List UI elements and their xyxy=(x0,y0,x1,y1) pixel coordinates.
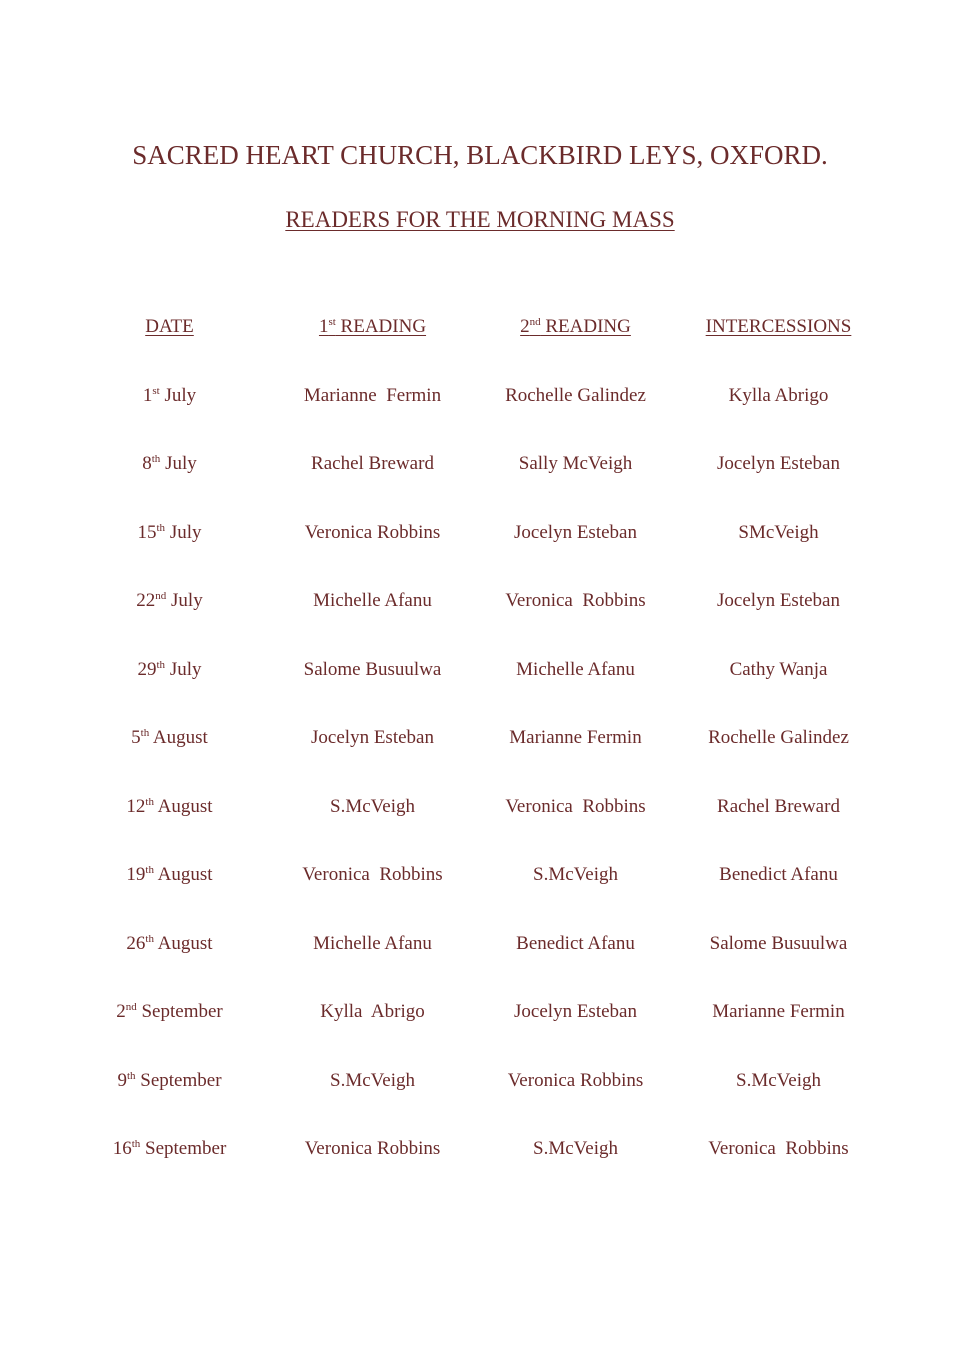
second-reading-cell: Sally McVeigh xyxy=(518,453,633,474)
first-reading-cell: Michelle Afanu xyxy=(313,932,432,954)
first-reading-cell: Veronica Robbins xyxy=(302,864,443,885)
date-cell: 29th July xyxy=(137,658,202,680)
second-reading-cell: Michelle Afanu xyxy=(516,658,635,680)
date-cell: 19th August xyxy=(126,864,213,885)
second-reading-cell: Veronica Robbins xyxy=(505,795,646,817)
first-reading-cell: S.McVeigh xyxy=(330,1069,415,1091)
intercessions-cell: Kylla Abrigo xyxy=(728,384,829,406)
second-reading-cell: Jocelyn Esteban xyxy=(514,1001,637,1022)
intercessions-cell: SMcVeigh xyxy=(738,521,819,543)
table-row xyxy=(68,796,888,865)
first-reading-cell: Veronica Robbins xyxy=(304,521,441,543)
intercessions-cell: S.McVeigh xyxy=(736,1069,821,1091)
date-cell: 2nd September xyxy=(116,1001,223,1022)
date-cell: 9th September xyxy=(117,1069,222,1091)
first-reading-cell: S.McVeigh xyxy=(330,795,415,817)
date-cell: 12th August xyxy=(126,795,213,817)
table-row xyxy=(68,727,888,796)
intercessions-cell: Benedict Afanu xyxy=(719,864,838,885)
intercessions-cell: Jocelyn Esteban xyxy=(717,590,840,611)
readers-table xyxy=(68,316,888,1207)
first-reading-cell: Marianne Fermin xyxy=(303,384,442,406)
date-cell: 5th August xyxy=(131,727,208,748)
table-row xyxy=(68,864,888,933)
table-row xyxy=(68,933,888,1002)
second-reading-cell: Rochelle Galindez xyxy=(505,384,646,406)
header-intercessions: INTERCESSIONS xyxy=(705,316,852,337)
header-date: DATE xyxy=(145,316,194,337)
intercessions-cell: Salome Busuulwa xyxy=(709,932,848,954)
first-reading-cell: Veronica Robbins xyxy=(304,1138,441,1159)
intercessions-cell: Marianne Fermin xyxy=(712,1001,845,1022)
table-row xyxy=(68,1001,888,1070)
intercessions-cell: Rochelle Galindez xyxy=(708,727,849,748)
first-reading-cell: Rachel Breward xyxy=(311,453,434,474)
first-reading-cell: Jocelyn Esteban xyxy=(311,727,434,748)
table-row xyxy=(68,659,888,728)
first-reading-cell: Michelle Afanu xyxy=(313,590,432,611)
header-first-reading: 1st READING xyxy=(318,316,427,337)
second-reading-cell: S.McVeigh xyxy=(533,1138,618,1159)
intercessions-cell: Rachel Breward xyxy=(717,795,840,817)
intercessions-cell: Jocelyn Esteban xyxy=(717,453,840,474)
first-reading-cell: Kylla Abrigo xyxy=(320,1001,425,1022)
second-reading-cell: Marianne Fermin xyxy=(509,727,642,748)
date-cell: 1st July xyxy=(142,384,197,406)
date-cell: 26th August xyxy=(126,932,213,954)
table-row xyxy=(68,1070,888,1139)
first-reading-cell: Salome Busuulwa xyxy=(303,658,442,680)
second-reading-cell: Benedict Afanu xyxy=(516,932,635,954)
table-row xyxy=(68,385,888,454)
table-row xyxy=(68,522,888,591)
table-row xyxy=(68,453,888,522)
second-reading-cell: Veronica Robbins xyxy=(507,1069,644,1091)
document-title: SACRED HEART CHURCH, BLACKBIRD LEYS, OXFORD. xyxy=(132,140,828,170)
table-row xyxy=(68,1138,888,1207)
intercessions-cell: Cathy Wanja xyxy=(729,658,828,680)
second-reading-cell: Jocelyn Esteban xyxy=(514,521,637,543)
table-row xyxy=(68,590,888,659)
date-cell: 8th July xyxy=(142,453,197,474)
date-cell: 22nd July xyxy=(136,590,203,611)
second-reading-cell: Veronica Robbins xyxy=(505,590,646,611)
second-reading-cell: S.McVeigh xyxy=(533,864,618,885)
date-cell: 16th September xyxy=(112,1138,227,1159)
document-subtitle: READERS FOR THE MORNING MASS xyxy=(285,207,675,232)
table-header-row xyxy=(68,316,888,385)
header-second-reading: 2nd READING xyxy=(520,316,631,337)
date-cell: 15th July xyxy=(137,521,202,543)
intercessions-cell: Veronica Robbins xyxy=(708,1138,849,1159)
